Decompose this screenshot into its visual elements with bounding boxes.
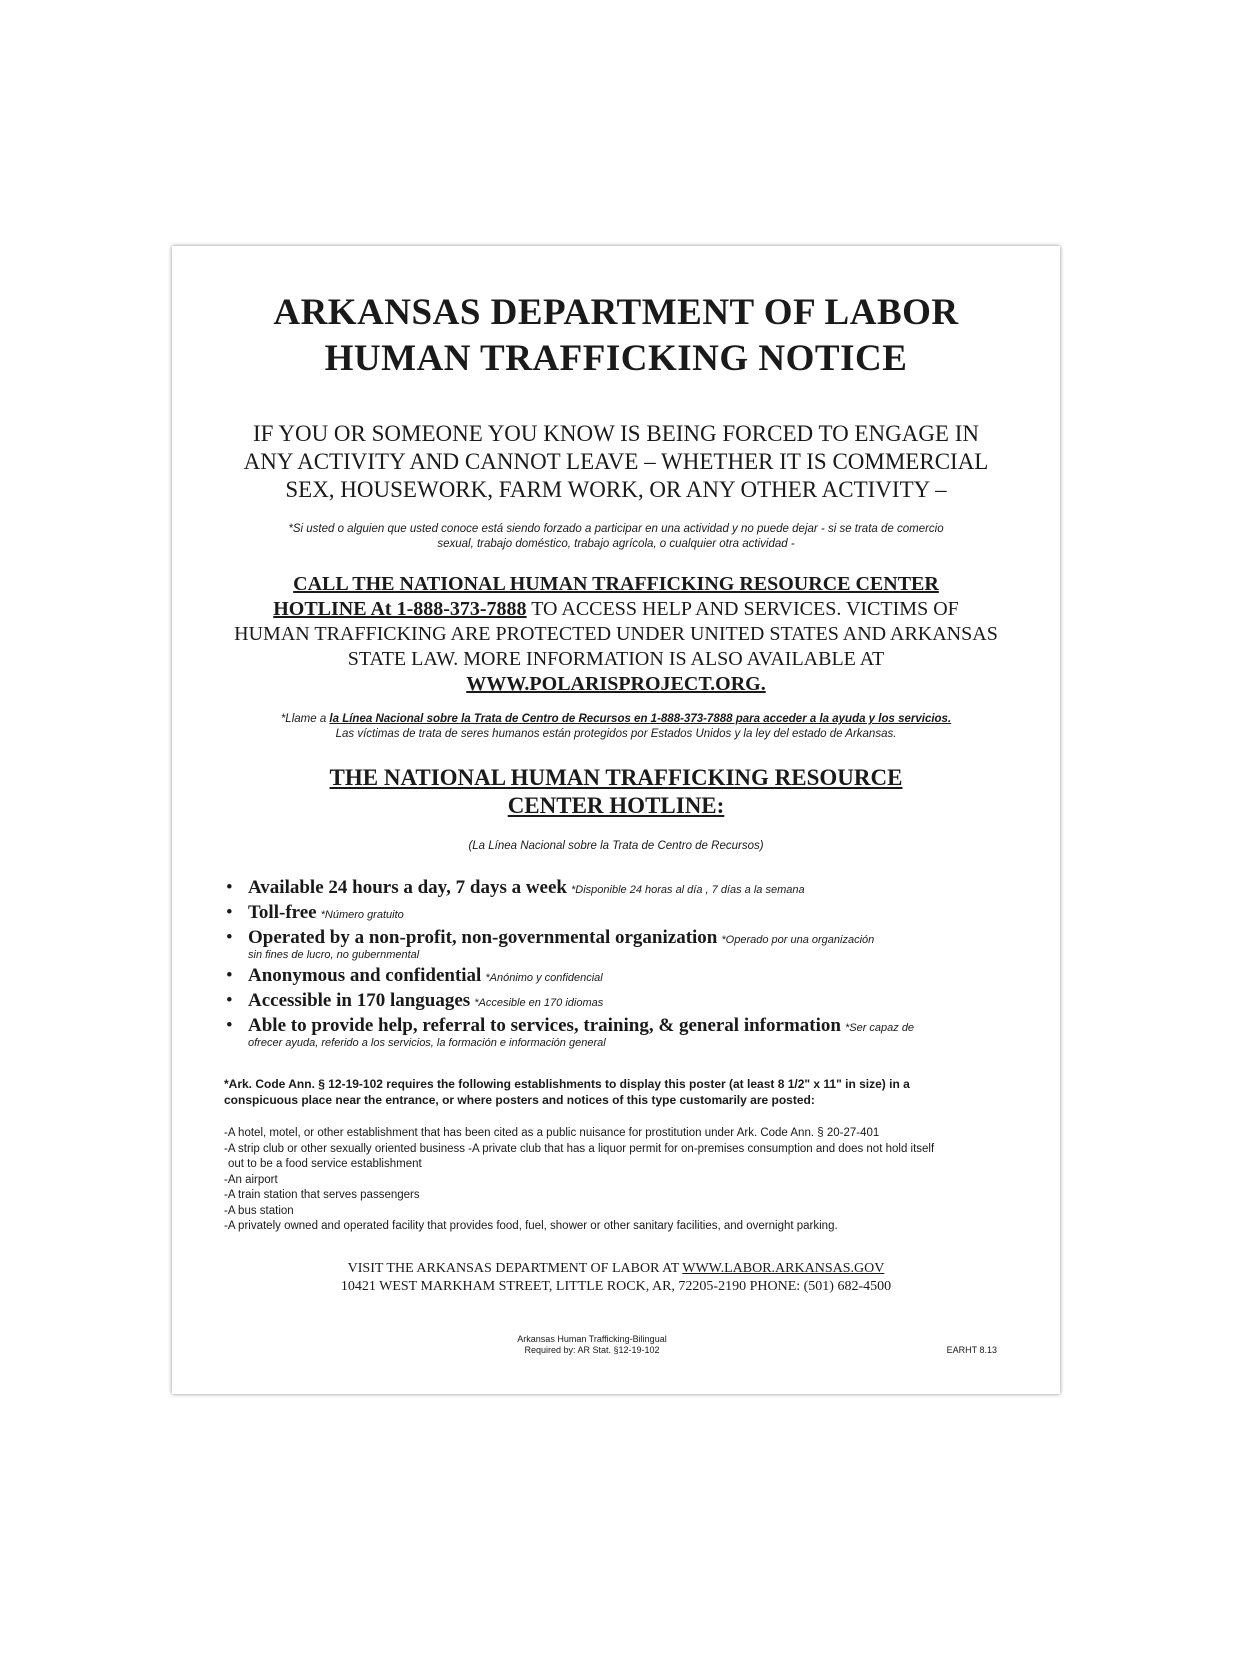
list-item: -A privately owned and operated facility that provides food, fuel, shower or other sanitary facilities, and overnight parking. (224, 1220, 838, 1232)
bullet-icon: • (226, 990, 233, 1011)
call-spanish (172, 712, 1060, 742)
poster-title (172, 290, 1060, 382)
feature-spanish: *Disponible 24 horas al día , 7 días a la semana (571, 884, 805, 896)
call-line-3: HUMAN TRAFFICKING ARE PROTECTED UNDER UNITED STATES AND ARKANSAS (234, 623, 998, 645)
hotline-spanish: (La Línea Nacional sobre la Trata de Centro de Recursos) (468, 840, 764, 852)
hotline-features-list (224, 877, 1024, 1053)
bullet-icon: • (226, 927, 233, 948)
list-item (224, 1015, 1024, 1050)
feature-spanish-continued: sin fines de lucro, no gubernmental (248, 949, 420, 961)
form-info (472, 1334, 712, 1356)
bullet-icon: • (226, 1015, 233, 1036)
warning-line-2: ANY ACTIVITY AND CANNOT LEAVE – WHETHER IT IS COMMERCIAL (243, 449, 989, 474)
feature-spanish: *Anónimo y confidencial (485, 972, 603, 984)
feature-spanish: *Operado por una organización (721, 934, 875, 946)
hotline-number: HOTLINE At 1-888-373-7888 (273, 598, 527, 620)
feature-text: Anonymous and confidential (248, 965, 482, 986)
list-item (224, 965, 1024, 987)
law-line-1: *Ark. Code Ann. § 12-19-102 requires the following establishments to display this poster (at least 8 1/2" x 11" in size) in a (224, 1077, 910, 1091)
feature-text: Accessible in 170 languages (248, 990, 471, 1011)
feature-text: Operated by a non-profit, non-governmental organization (248, 927, 718, 948)
title-line-1: ARKANSAS DEPARTMENT OF LABOR (273, 292, 959, 333)
bullet-icon: • (226, 877, 233, 898)
list-item: -An airport (224, 1173, 278, 1186)
feature-text: Toll-free (248, 902, 317, 923)
call-to-action (172, 572, 1060, 697)
list-item (224, 877, 1024, 899)
call-es-line-1 (172, 712, 1060, 727)
poster (172, 246, 1060, 1394)
call-es-prefix: *Llame a (280, 713, 330, 725)
polaris-website-link[interactable]: WWW.POLARISPROJECT.ORG. (466, 673, 766, 695)
call-es-line-2: Las víctimas de trata de seres humanos están protegidos por Estados Unidos y la ley del estado de Arkansas. (335, 728, 897, 740)
call-line-2-rest: TO ACCESS HELP AND SERVICES. VICTIMS OF (526, 598, 959, 620)
warning-line-1: IF YOU OR SOMEONE YOU KNOW IS BEING FORCED TO ENGAGE IN (253, 421, 979, 446)
feature-spanish: *Ser capaz de (844, 1022, 915, 1034)
bullet-icon: • (226, 902, 233, 923)
visit-line (172, 1260, 1060, 1278)
labor-website-link[interactable]: WWW.LABOR.ARKANSAS.GOV (682, 1261, 885, 1276)
list-item (224, 990, 1024, 1012)
hotline-heading-line-2: CENTER HOTLINE: (507, 793, 725, 818)
title-line-2: HUMAN TRAFFICKING NOTICE (324, 338, 908, 379)
form-required: Required by: AR Stat. §12-19-102 (524, 1345, 660, 1355)
form-code: EARHT 8.13 (946, 1345, 997, 1355)
call-line-2 (172, 597, 1060, 622)
feature-spanish: *Accesible en 170 idiomas (474, 997, 604, 1009)
list-item: -A hotel, motel, or other establishment that has been cited as a public nuisance for prostitution under Ark. Code Ann. § 20-27-401 (224, 1127, 880, 1139)
call-line-1: CALL THE NATIONAL HUMAN TRAFFICKING RESOURCE CENTER (293, 573, 939, 595)
warning-line-3: SEX, HOUSEWORK, FARM WORK, OR ANY OTHER ACTIVITY – (285, 477, 947, 502)
warning-es-line-2: sexual, trabajo doméstico, trabajo agrícola, o cualquier otra actividad - (437, 538, 795, 550)
form-name: Arkansas Human Trafficking-Bilingual (517, 1334, 667, 1344)
call-es-underlined: la Línea Nacional sobre la Trata de Centro de Recursos en 1-888-373-7888 para acceder a la ayuda y los servicios. (329, 713, 952, 725)
law-line-2: conspicuous place near the entrance, or where posters and notices of this type customarily are posted: (224, 1093, 815, 1107)
hotline-heading (172, 764, 1060, 820)
hotline-heading-line-1: THE NATIONAL HUMAN TRAFFICKING RESOURCE (329, 765, 903, 790)
list-item: out to be a food service establishment (228, 1158, 422, 1170)
list-item: -A bus station (224, 1204, 294, 1217)
footer-contact (172, 1260, 1060, 1296)
law-requirement (224, 1076, 1004, 1108)
warning-text (172, 420, 1060, 504)
feature-spanish: *Número gratuito (320, 909, 404, 921)
address-line: 10421 WEST MARKHAM STREET, LITTLE ROCK, AR, 72205-2190 PHONE: (501) 682-4500 (340, 1279, 892, 1294)
feature-spanish-continued: ofrecer ayuda, referido a los servicios, la formación e información general (248, 1037, 606, 1049)
feature-text: Available 24 hours a day, 7 days a week (248, 877, 567, 898)
list-item: -A train station that serves passengers (224, 1189, 420, 1201)
feature-text: Able to provide help, referral to services, training, & general information (248, 1015, 841, 1036)
list-item (224, 927, 1024, 962)
call-line-4: STATE LAW. MORE INFORMATION IS ALSO AVAILABLE AT (347, 648, 885, 670)
warning-spanish (172, 522, 1060, 552)
list-item (224, 902, 1024, 924)
warning-es-line-1: *Si usted o alguien que usted conoce está siendo forzado a participar en una actividad y no puede dejar - si se trata de comercio (288, 523, 944, 535)
list-item: -A strip club or other sexually oriented business -A private club that has a liquor permit for on-premises consumption and does not hold itself (224, 1142, 935, 1155)
establishments-list (224, 1126, 1024, 1235)
visit-prefix: VISIT THE ARKANSAS DEPARTMENT OF LABOR AT (347, 1261, 683, 1276)
bullet-icon: • (226, 965, 233, 986)
